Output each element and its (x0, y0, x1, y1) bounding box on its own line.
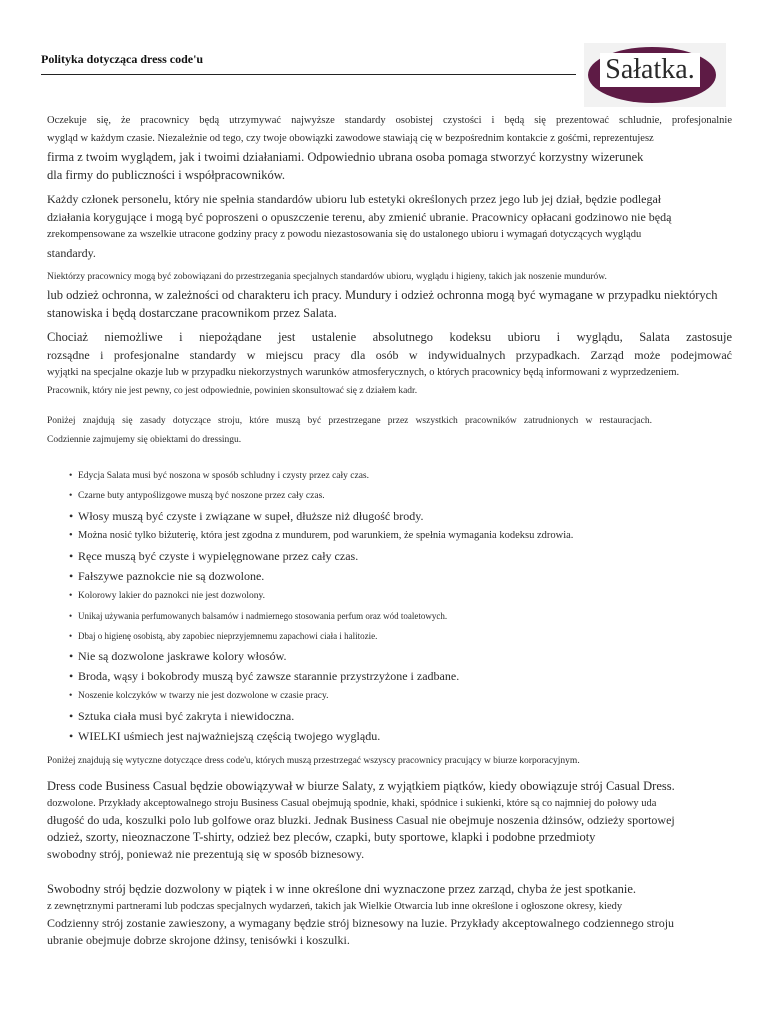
header-divider (41, 74, 576, 75)
compliance-line: standardy. (47, 246, 96, 260)
compliance-line: zrekompensowane za wszelkie utracone godziny pracy z powodu niezastosowania się do ustalonego ubioru i wymagań dotyczących wyglądu (47, 229, 642, 240)
rule-text: Czarne buty antypoślizgowe muszą być noszone przez cały czas. (78, 491, 325, 501)
casual-line: z zewnętrznymi partnerami lub podczas specjalnych wydarzeń, takich jak Wielkie Otwarcia lub inne określone i ogłoszone okresy, kiedy (47, 901, 623, 912)
rule-text: Sztuka ciała musi być zakryta i niewidoczna. (78, 709, 295, 723)
list-item (69, 486, 732, 506)
list-item (69, 646, 732, 666)
rule-text: Włosy muszą być czyste i związane w supeł, dłuższe niż długość brody. (78, 509, 424, 523)
list-item (69, 706, 732, 726)
list-item (69, 586, 732, 606)
list-item (69, 566, 732, 586)
logo (584, 43, 726, 107)
page-title: Polityka dotycząca dress code'u (41, 52, 204, 66)
intro-paragraph (47, 112, 732, 184)
list-item (69, 466, 732, 486)
bullet-icon: • (69, 631, 73, 641)
bullet-icon: • (69, 729, 74, 743)
business-casual-paragraph (47, 778, 732, 863)
casual-line: ubranie obejmuje dobrze skrojone dżinsy, tenisówki i koszulki. (47, 933, 350, 947)
exceptions-line: Pracownik, który nie jest pewny, co jest odpowiednie, powinien skonsultować się z działem kadr. (47, 386, 418, 396)
exceptions-line: wyjątki na specjalne okazje lub w przypadku niekorzystnych warunków atmosferycznych, o których pracownicy będą informowani z wyprzedzeniem. (47, 367, 680, 378)
rule-text: WIELKI uśmiech jest najważniejszą częścią twojego wyglądu. (78, 729, 381, 743)
list-item (69, 606, 732, 626)
list-item (69, 666, 732, 686)
uniforms-line: Niektórzy pracownicy mogą być zobowiązani do przestrzegania specjalnych standardów ubioru, wyglądu i higieny, takich jak noszenie mundurów. (47, 272, 607, 282)
casual-line: Swobodny strój będzie dozwolony w piątek i w inne określone dni wyznaczone przez zarząd, chyba że jest spotkanie. (47, 882, 637, 896)
document-header (0, 0, 768, 110)
casual-paragraph (47, 881, 732, 949)
rule-text: Edycja Salata musi być noszona w sposób schludny i czysty przez cały czas. (78, 471, 369, 481)
list-item (69, 686, 732, 706)
intro-line: wygląd w każdym czasie. Niezależnie od tego, czy twoje obowiązki zawodowe stawiają cię w bezpośrednim kontakcie z gośćmi, reprezentujesz (47, 133, 654, 144)
rule-text: Fałszywe paznokcie nie są dozwolone. (78, 569, 265, 583)
restaurant-intro (47, 412, 732, 450)
list-item (69, 526, 732, 546)
uniforms-line: lub odzież ochronna, w zależności od charakteru ich pracy. Mundury i odzież ochronna mogą być wymagane w przypadku niektórych (47, 288, 718, 302)
restaurant-line: Codziennie zajmujemy się obiektami do dressingu. (47, 435, 242, 445)
bullet-icon: • (69, 611, 73, 621)
corporate-intro (47, 752, 732, 770)
business-casual-line: odzież, szorty, nieoznaczone T-shirty, odzież bez pleców, czapki, buty sportowe, klapki i podobne przedmioty (47, 830, 596, 844)
rule-text: Broda, wąsy i bokobrody muszą być zawsze starannie przystrzyżone i zadbane. (78, 669, 460, 683)
rule-text: Unikaj używania perfumowanych balsamów i nadmiernego stosowania perfum oraz wód toaletowych. (78, 611, 448, 621)
bullet-icon: • (69, 471, 73, 481)
document-body (47, 112, 732, 949)
bullet-icon: • (69, 549, 74, 563)
exceptions-line: Chociaż niemożliwe i niepożądane jest ustalenie absolutnego kodeksu ubioru i wyglądu, Salata zastosuje (47, 330, 732, 344)
restaurant-line: Poniżej znajdują się zasady dotyczące stroju, które muszą być przestrzegane przez wszystkich pracowników zatrudnionych w restauracjach. (47, 416, 652, 426)
compliance-line: działania korygujące i mogą być poproszeni o opuszczenie terenu, aby zmienić ubranie. Pracownicy opłacani godzinowo nie będą (47, 210, 672, 224)
intro-line: Oczekuje się, że pracownicy będą utrzymywać najwyższe standardy osobistej czystości i będą się prezentować schludnie, profesjonalnie (47, 115, 732, 126)
corporate-intro-line: Poniżej znajdują się wytyczne dotyczące dress code'u, których muszą przestrzegać wszyscy pracownicy pracujący w biurze korporacyjnym. (47, 756, 580, 766)
bullet-icon: • (69, 509, 74, 523)
list-item (69, 726, 732, 746)
rule-text: Ręce muszą być czyste i wypielęgnowane przez cały czas. (78, 549, 359, 563)
list-item (69, 546, 732, 566)
bullet-icon: • (69, 649, 74, 663)
bullet-icon: • (69, 669, 74, 683)
intro-line: dla firmy do publiczności i współpracowników. (47, 168, 286, 182)
list-item (69, 506, 732, 526)
exceptions-line: rozsądne i profesjonalne standardy w miejscu pracy dla osób w indywidualnych przypadkach. Zarząd może podejmować (47, 348, 732, 362)
rule-text: Kolorowy lakier do paznokci nie jest dozwolony. (78, 591, 265, 601)
bullet-icon: • (69, 709, 74, 723)
business-casual-line: dozwolone. Przykłady akceptowalnego stroju Business Casual obejmują spodnie, khaki, spódnice i sukienki, które są co najmniej do połowy uda (47, 798, 657, 809)
bullet-icon: • (69, 569, 74, 583)
bullet-icon: • (69, 691, 73, 701)
exceptions-paragraph (47, 328, 732, 400)
rule-text: Nie są dozwolone jaskrawe kolory włosów. (78, 649, 287, 663)
bullet-icon: • (69, 530, 73, 541)
compliance-line: Każdy członek personelu, który nie spełnia standardów ubioru lub estetyki określonych przez jego lub jej dział, będzie podlegał (47, 192, 662, 206)
business-casual-line: swobodny strój, ponieważ nie prezentują się w sposób biznesowy. (47, 847, 365, 861)
logo-text: Sałatka. (600, 53, 700, 87)
list-item (69, 626, 732, 646)
business-casual-line: długość do uda, koszulki polo lub golfowe oraz bluzki. Jednak Business Casual nie obejmuje noszenia dżinsów, odzieży sportowej (47, 813, 675, 827)
intro-line: firma z twoim wyglądem, jak i twoimi działaniami. Odpowiednio ubrana osoba pomaga stworzyć korzystny wizerunek (47, 150, 644, 164)
rule-text: Można nosić tylko biżuterię, która jest zgodna z mundurem, pod warunkiem, że spełnia wymagania kodeksu zdrowia. (78, 530, 574, 541)
rule-text: Noszenie kolczyków w twarzy nie jest dozwolone w czasie pracy. (78, 691, 329, 701)
compliance-paragraph (47, 190, 732, 262)
business-casual-line: Dress code Business Casual będzie obowiązywał w biurze Salaty, z wyjątkiem piątków, kiedy obowiązuje strój Casual Dress. (47, 779, 675, 793)
rule-text: Dbaj o higienę osobistą, aby zapobiec nieprzyjemnemu zapachowi ciała i halitozie. (78, 631, 378, 641)
bullet-icon: • (69, 591, 73, 601)
uniforms-line: stanowiska i będą dostarczane pracownikom przez Salata. (47, 306, 337, 320)
uniforms-paragraph (47, 268, 732, 322)
restaurant-rules-list (47, 466, 732, 746)
bullet-icon: • (69, 491, 73, 501)
casual-line: Codzienny strój zostanie zawieszony, a wymagany będzie strój biznesowy na luzie. Przykłady akceptowalnego codziennego stroju (47, 916, 675, 930)
